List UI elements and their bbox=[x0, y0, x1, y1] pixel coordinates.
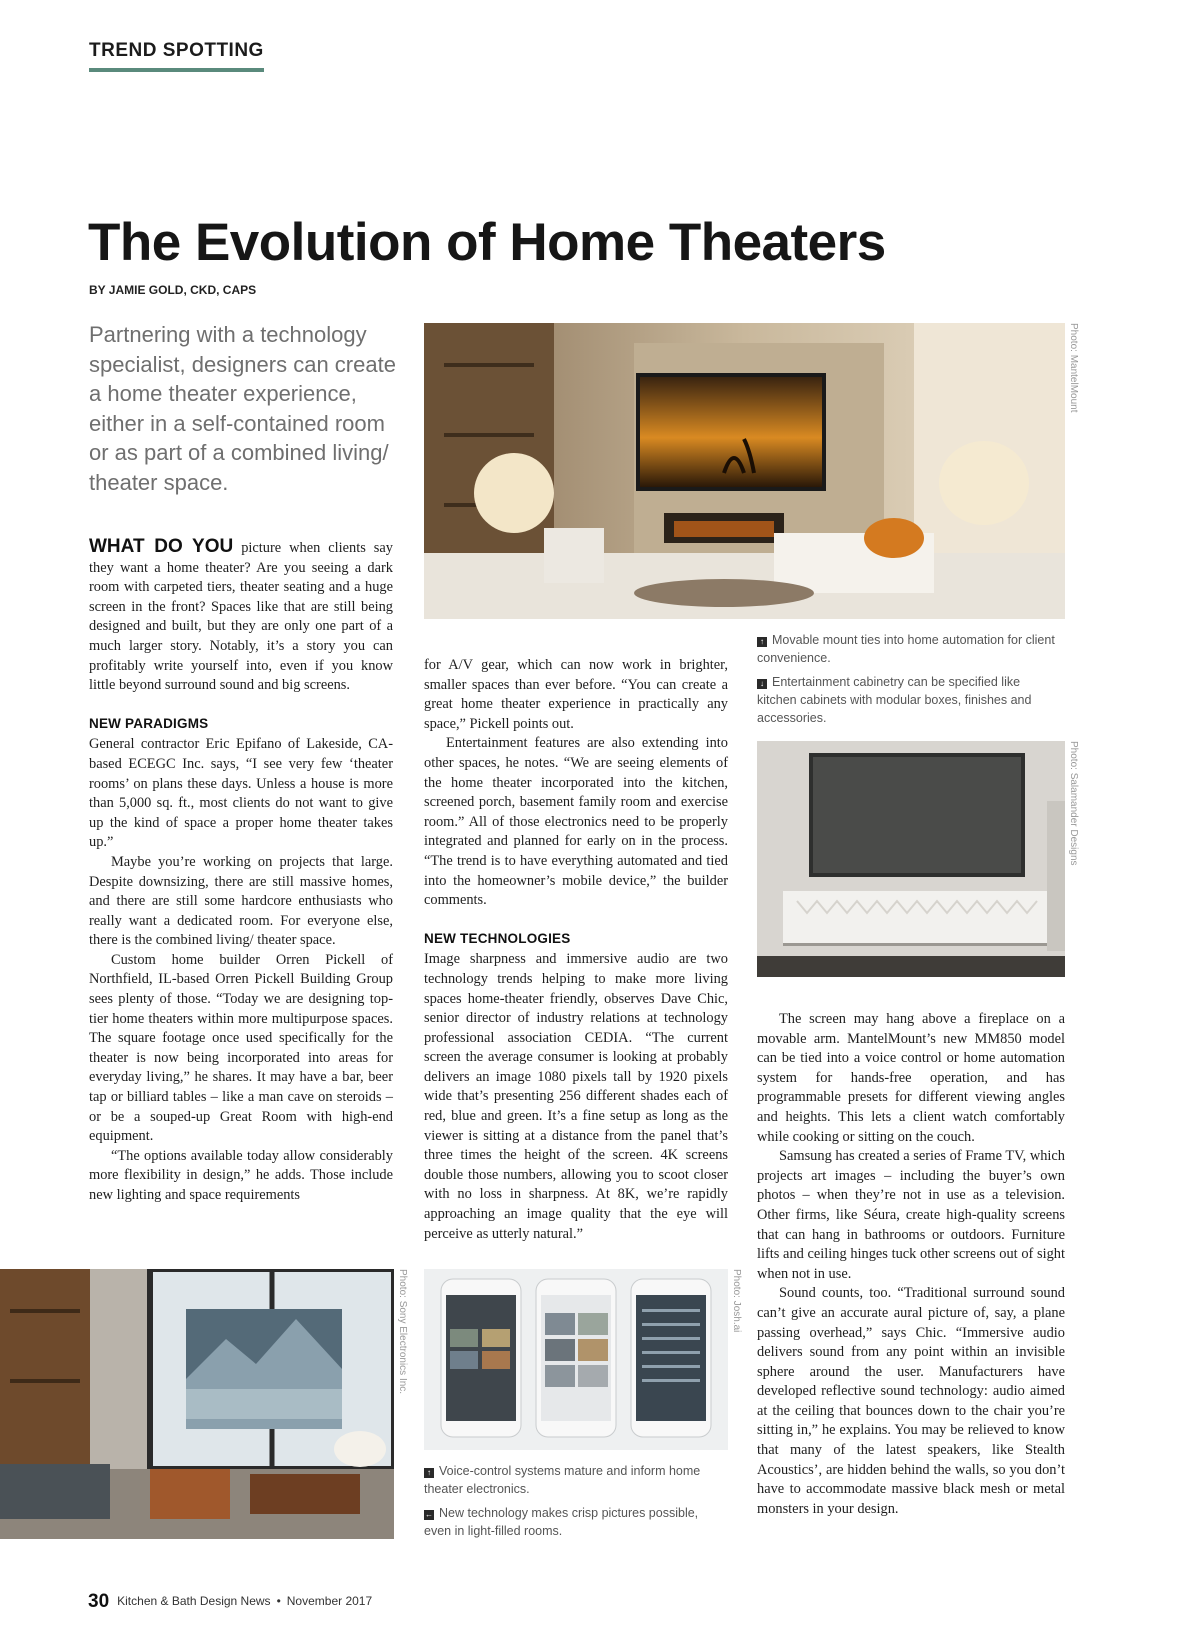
photo-bright-room-screen bbox=[0, 1269, 394, 1539]
section-kicker: TREND SPOTTING bbox=[89, 40, 264, 72]
photo-credit: Photo: MantelMount bbox=[1068, 323, 1079, 413]
issue-date: November 2017 bbox=[286, 1594, 373, 1608]
byline: BY JAMIE GOLD, CKD, CAPS bbox=[89, 283, 257, 297]
subhead-new-technologies: NEW TECHNOLOGIES bbox=[424, 930, 571, 946]
caption-voice-control: Voice-control systems mature and inform home theater electronics. bbox=[424, 1464, 701, 1496]
paragraph: The screen may hang above a fireplace on a movable arm. MantelMount’s new MM850 model can be tied into a voice control or home automation system for hands-free operation, and has programmable presets for different viewing angles and heights. This lets a client watch comfortably while cooking or sitting on the couch. bbox=[757, 1011, 1065, 1145]
caption-cabinetry: Entertainment cabinetry can be specified like kitchen cabinets with modular boxes, finishes and accessories. bbox=[757, 675, 1032, 725]
paragraph: for A/V gear, which can now work in brighter, smaller spaces than ever before. “You can create a great home theater experience in practically any space,” Pickell points out. bbox=[424, 657, 728, 732]
paragraph: Image sharpness and immersive audio are two technology trends helping to make more living spaces home-theater friendly, observes Dave Chic, senior director of industry relations at technology professional association CEDIA. “The current screen the average consumer is looking at probably delivers an image 1080 pixels tall by 1920 pixels wide that’s presenting 256 different shades each of red, blue and green. It’s a fine setup as long as the viewer is sitting at a distance from the panel that’s three times the height of the screen. 4K screens double those numbers, allowing you to scoot closer with no loss in sharpness. At 8K, we’re rapidly approaching an image quality that the eye will perceive as utterly natural.” bbox=[424, 951, 728, 1242]
intro-text: picture when clients say they want a home theater? Are you seeing a dark room with carpeted tiers, theater seating and a huge screen in the front? Spaces like that are still being designed and built, but they are only one part of a much larger story. Notably, it’s a story you can profitably write yourself into, even if you know little beyond surround sound and big screens. bbox=[89, 540, 393, 694]
photo-credit: Photo: Salamander Designs bbox=[1068, 741, 1079, 866]
arrow-up-icon: ↑ bbox=[424, 1468, 434, 1478]
separator-dot: • bbox=[276, 1594, 281, 1608]
paragraph: Entertainment features are also extending into other spaces, he notes. “We are seeing elements of the home theater incorporated into the kitchen, screened porch, basement family room and exercise room.” All of those electronics need to be properly integrated and planned for early on in the process. “The trend is to have everything automated and tied into the homeowner’s mobile device,” the builder comments. bbox=[424, 735, 728, 909]
page-number: 30 bbox=[88, 1591, 110, 1612]
column-1 bbox=[89, 537, 393, 1206]
paragraph: Maybe you’re working on projects that large. Despite downsizing, there are still massive homes, and there are still some hardcore enthusiasts who really want a dedicated room. For everyone else, there is the combined living/ theater space. bbox=[89, 853, 393, 949]
bright-room-illustration bbox=[0, 1269, 394, 1539]
phones-illustration bbox=[424, 1269, 728, 1450]
photo-phones-app bbox=[424, 1269, 728, 1450]
arrow-up-icon: ↑ bbox=[757, 637, 767, 647]
subhead-new-paradigms: NEW PARADIGMS bbox=[89, 715, 209, 731]
paragraph: “The options available today allow considerably more flexibility in design,” he adds. Those include new lighting and space requirements bbox=[89, 1147, 393, 1203]
deck: Partnering with a technology specialist, designers can create a home theater experience, either in a self-contained room or as part of a combined living/ theater space. bbox=[89, 322, 396, 495]
column-2 bbox=[424, 656, 728, 1244]
column-3 bbox=[757, 1010, 1065, 1519]
living-room-illustration bbox=[424, 323, 1065, 619]
arrow-left-icon: ← bbox=[425, 1510, 433, 1519]
captions-bottom bbox=[424, 1462, 728, 1546]
captions-top bbox=[757, 631, 1057, 733]
photo-living-room-tv bbox=[424, 323, 1065, 619]
paragraph: Sound counts, too. “Traditional surround sound can’t give an accurate aural picture of, say, a plane passing overhead,” says Chic. “Immersive audio delivers sound from any point within an invisible sphere around the user. Manufacturers have developed reflective sound technology: audio aimed at the ceiling that bounces down to the chair you’re sitting in,” he explains. You may be relieved to know that many of the latest speakers, like Stealth Acoustics’, are hidden behind the walls, so you don’t have to accommodate massive black mesh or metal monsters in your design. bbox=[757, 1285, 1065, 1517]
article-title: The Evolution of Home Theaters bbox=[88, 213, 886, 272]
paragraph: General contractor Eric Epifano of Lakeside, CA-based ECEGC Inc. says, “I see very few ‘theater rooms’ on plans these days. Unless a house is more than 5,000 sq. ft., most clients do not want to give up the kind of space a proper home theater takes up.” bbox=[89, 736, 393, 851]
photo-credit: Photo: Josh.ai bbox=[731, 1269, 742, 1333]
paragraph: Custom home builder Orren Pickell of Northfield, IL-based Orren Pickell Building Group sees plenty of those. “Today we are designing top-tier home theaters within more multipurpose spaces. The square footage once used specifically for the theater is now being incorporated into areas for everyday living,” he shares. It may have a bar, beer tap or billiard tables – like a man cave on steroids – or be a souped-up Great Room with high-end equipment. bbox=[89, 951, 393, 1145]
caption-movable-mount: Movable mount ties into home automation for client convenience. bbox=[757, 633, 1055, 665]
tv-cabinet-illustration bbox=[757, 741, 1065, 977]
arrow-down-icon: ↓ bbox=[757, 679, 767, 689]
lead-in: WHAT DO YOU bbox=[89, 536, 234, 557]
photo-credit: Photo: Sony Electronics Inc. bbox=[397, 1269, 408, 1395]
page-footer bbox=[88, 1591, 372, 1613]
photo-tv-cabinet bbox=[757, 741, 1065, 977]
caption-new-technology: New technology makes crisp pictures possible, even in light-filled rooms. bbox=[424, 1506, 699, 1538]
publication-name: Kitchen & Bath Design News bbox=[117, 1594, 271, 1608]
paragraph: Samsung has created a series of Frame TV, which projects art images – including the buyer’s own photos – when they’re not in use as a television. Other firms, like Séura, create high-quality screens that can hang in bathrooms or outdoors. Furniture lifts and ceiling hinges tuck other screens out of sight when not in use. bbox=[757, 1148, 1066, 1282]
